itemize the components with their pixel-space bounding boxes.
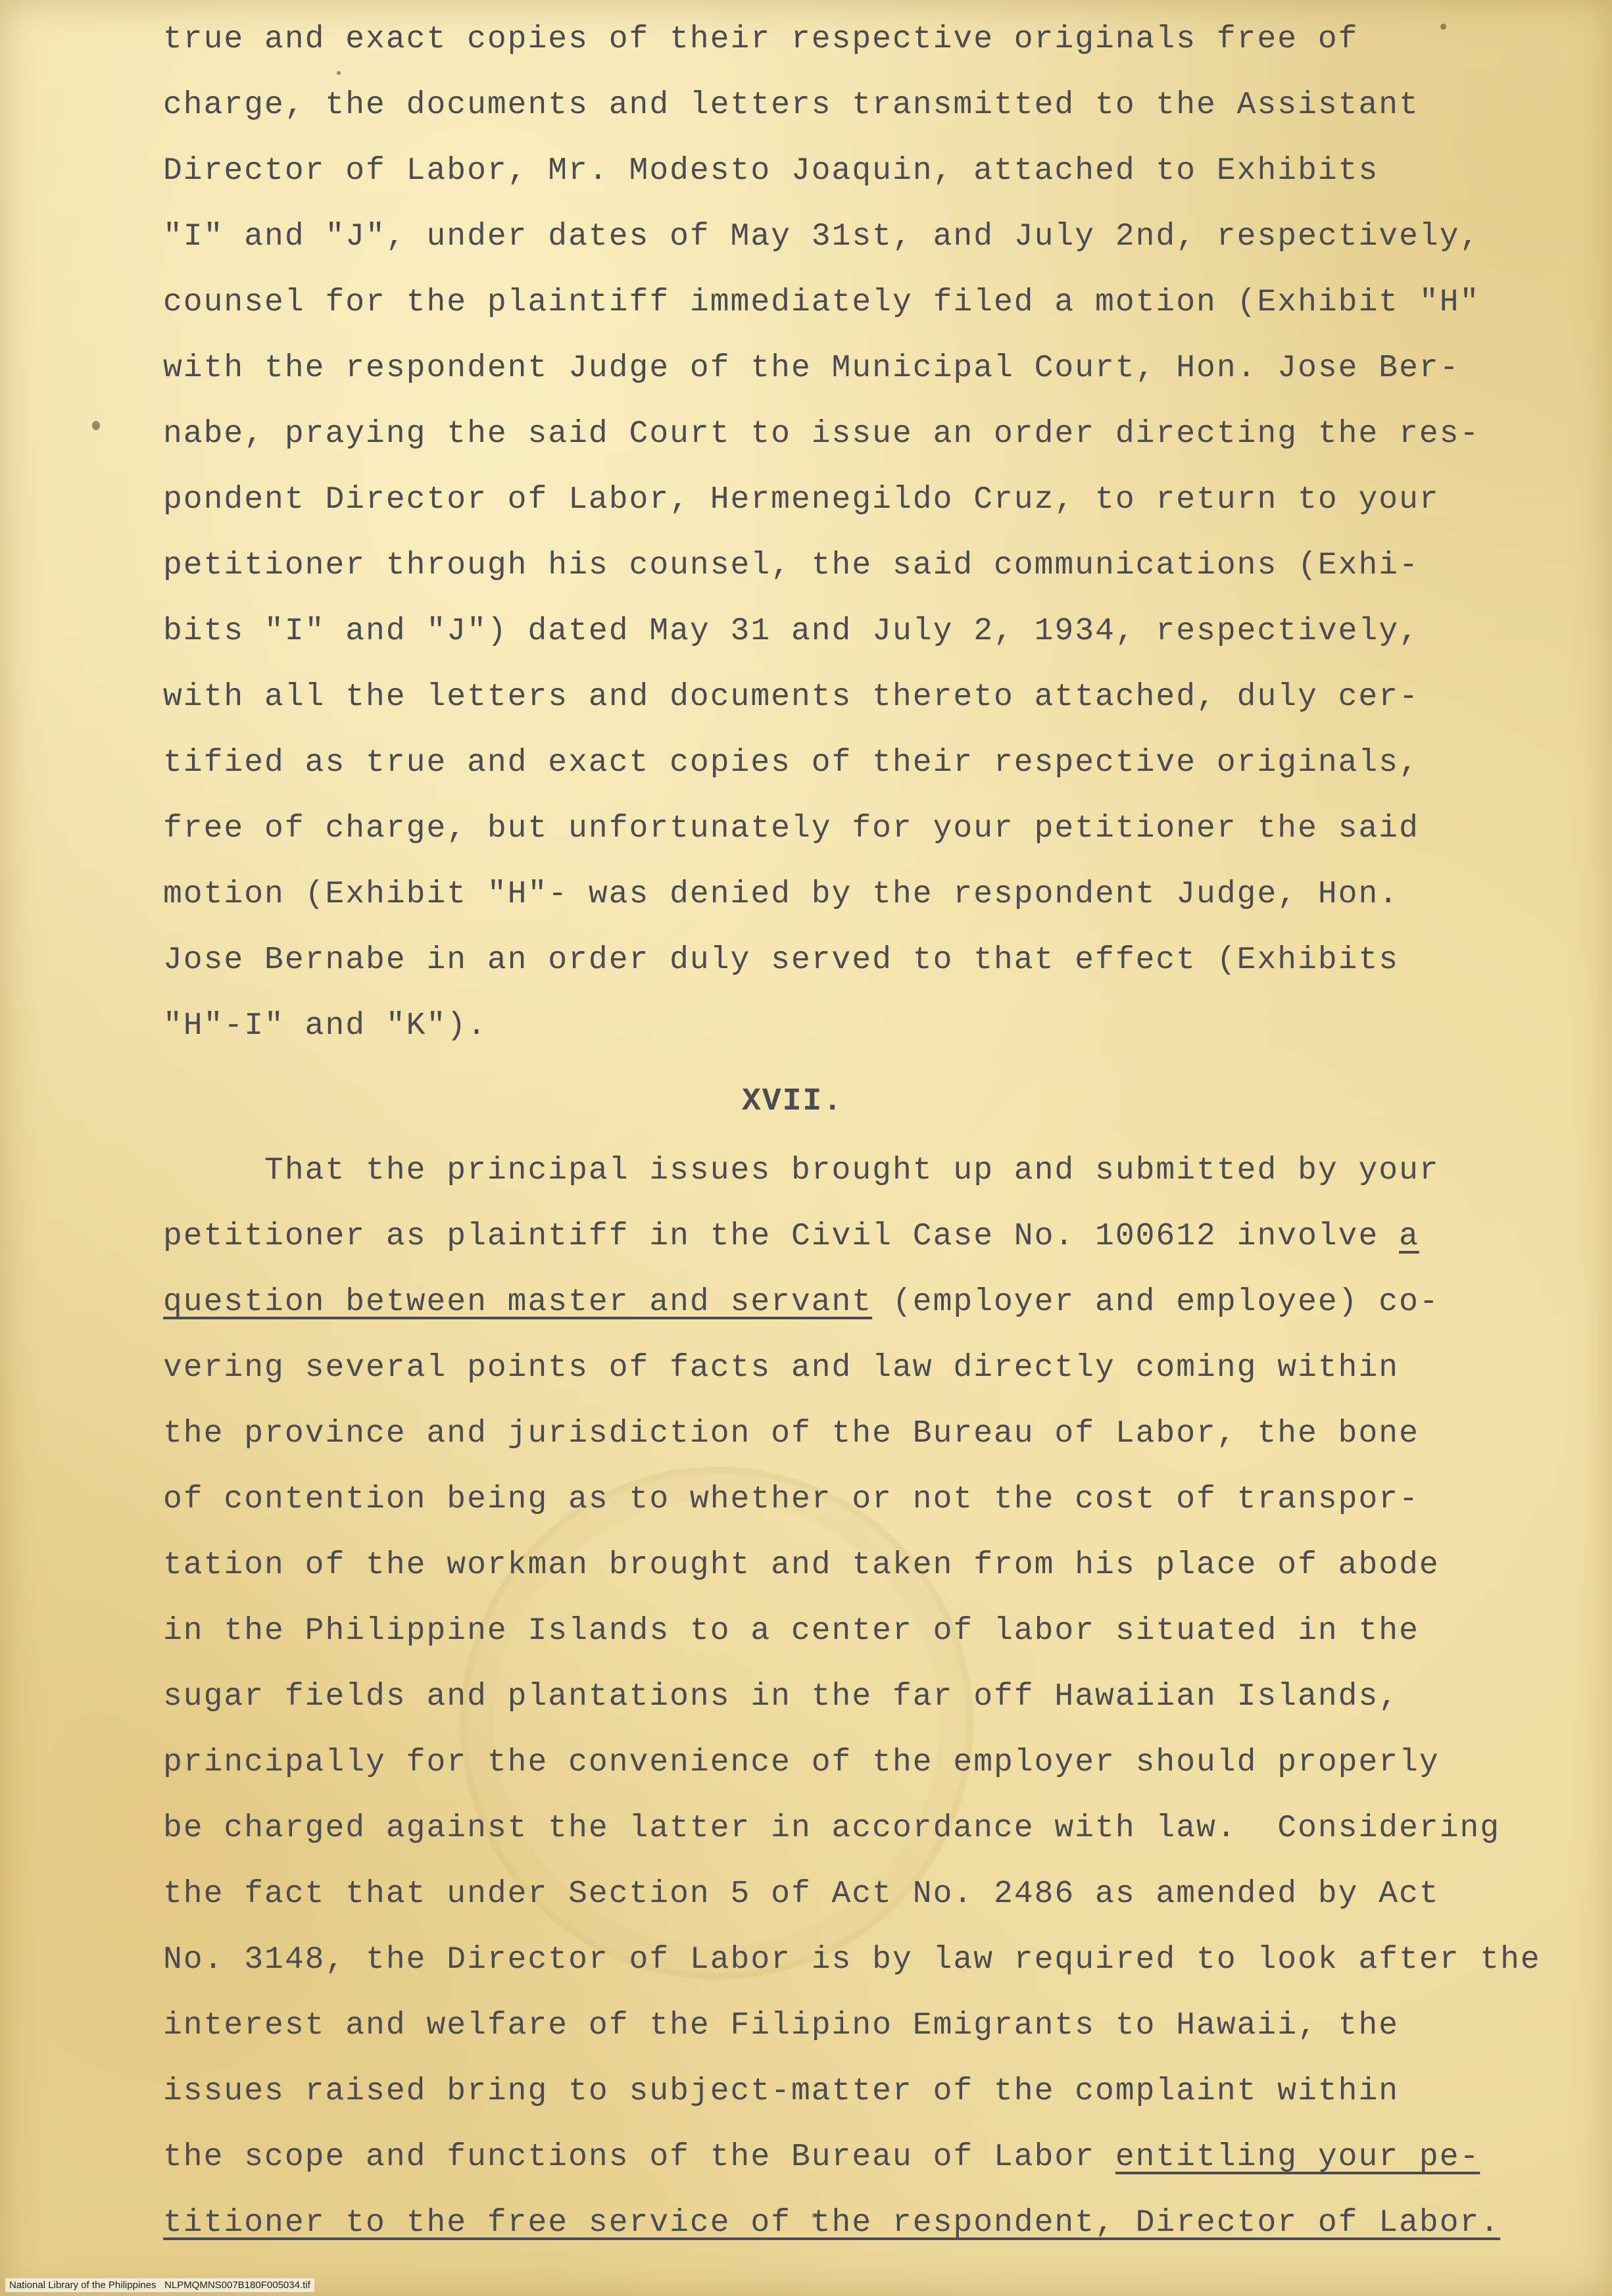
scan-file-id: NLPMQMNS007B180F005034.tif xyxy=(164,2280,310,2291)
text-line-last-1-text: the scope and functions of the Bureau of Labor xyxy=(163,2139,1115,2175)
underlined-text: entitling your pe- xyxy=(1115,2139,1480,2175)
text-line-middle-2: the province and jurisdiction of the Bureau of Labor, the bone xyxy=(163,1416,1419,1452)
text-line-7: nabe, praying the said Court to issue an order directing the res- xyxy=(163,416,1480,452)
paragraph-first-line: That the principal issues brought up and submitted by your xyxy=(163,1153,1440,1188)
text-line-middle-7: principally for the convenience of the employer should properly xyxy=(163,1745,1440,1780)
underlined-text: titioner to the free service of the respondent, Director of Labor. xyxy=(163,2205,1501,2241)
paragraph-line-2 xyxy=(163,1217,1419,1256)
text-line-middle-9: the fact that under Section 5 of Act No. 2486 as amended by Act xyxy=(163,1876,1440,1912)
text-line-16: "H"-I" and "K"). xyxy=(163,1008,487,1044)
document-body xyxy=(163,0,1564,2241)
ink-speck xyxy=(92,421,100,430)
library-name: National Library of the Philippines xyxy=(9,2280,157,2291)
text-line-15: Jose Bernabe in an order duly served to that effect (Exhibits xyxy=(163,942,1400,978)
text-line-3: Director of Labor, Mr. Modesto Joaquin, attached to Exhibits xyxy=(163,153,1379,189)
text-line-2: charge, the documents and letters transmitted to the Assistant xyxy=(163,87,1419,123)
text-line-14: motion (Exhibit "H"- was denied by the respondent Judge, Hon. xyxy=(163,877,1400,912)
text-line-middle-1: vering several points of facts and law directly coming within xyxy=(163,1350,1400,1386)
text-line-middle-6: sugar fields and plantations in the far off Hawaiian Islands, xyxy=(163,1679,1400,1715)
text-line-last-1 xyxy=(163,2137,1480,2177)
text-line-12: tified as true and exact copies of their respective originals, xyxy=(163,745,1419,781)
paragraph-line-3-text: (employer and employee) co- xyxy=(872,1284,1440,1320)
scan-footer xyxy=(5,2278,314,2292)
text-line-middle-5: in the Philippine Islands to a center of labor situated in the xyxy=(163,1613,1419,1649)
text-line-9: petitioner through his counsel, the said communications (Exhi- xyxy=(163,548,1419,583)
text-line-5: counsel for the plaintiff immediately filed a motion (Exhibit "H" xyxy=(163,285,1480,320)
underlined-text: a xyxy=(1399,1219,1419,1254)
text-line-13: free of charge, but unfortunately for your petitioner the said xyxy=(163,811,1419,846)
text-line-10: bits "I" and "J") dated May 31 and July 2, 1934, respectively, xyxy=(163,614,1419,649)
underlined-text: question between master and servant xyxy=(163,1284,873,1320)
text-line-6: with the respondent Judge of the Municipal Court, Hon. Jose Ber- xyxy=(163,351,1460,386)
text-line-middle-8: be charged against the latter in accordance with law. Considering xyxy=(163,1811,1501,1846)
text-line-middle-11: interest and welfare of the Filipino Emigrants to Hawaii, the xyxy=(163,2008,1400,2043)
text-line-middle-10: No. 3148, the Director of Labor is by law required to look after the xyxy=(163,1942,1541,1978)
text-line-8: pondent Director of Labor, Hermenegildo Cruz, to return to your xyxy=(163,482,1440,518)
paragraph-line-3 xyxy=(163,1282,1440,1322)
text-line-last-2 xyxy=(163,2203,1500,2243)
text-line-middle-3: of contention being as to whether or not the cost of transpor- xyxy=(163,1482,1419,1517)
text-line-middle-4: tation of the workman brought and taken from his place of abode xyxy=(163,1548,1440,1583)
text-line-11: with all the letters and documents thereto attached, duly cer- xyxy=(163,679,1419,715)
paragraph-line-2-text: petitioner as plaintiff in the Civil Case No. 100612 involve xyxy=(163,1219,1400,1254)
section-heading: XVII. xyxy=(742,1084,844,1119)
text-line-middle-12: issues raised bring to subject-matter of the complaint within xyxy=(163,2074,1400,2109)
text-line-1: true and exact copies of their respective originals free of xyxy=(163,22,1359,57)
text-line-4: "I" and "J", under dates of May 31st, and July 2nd, respectively, xyxy=(163,219,1480,255)
